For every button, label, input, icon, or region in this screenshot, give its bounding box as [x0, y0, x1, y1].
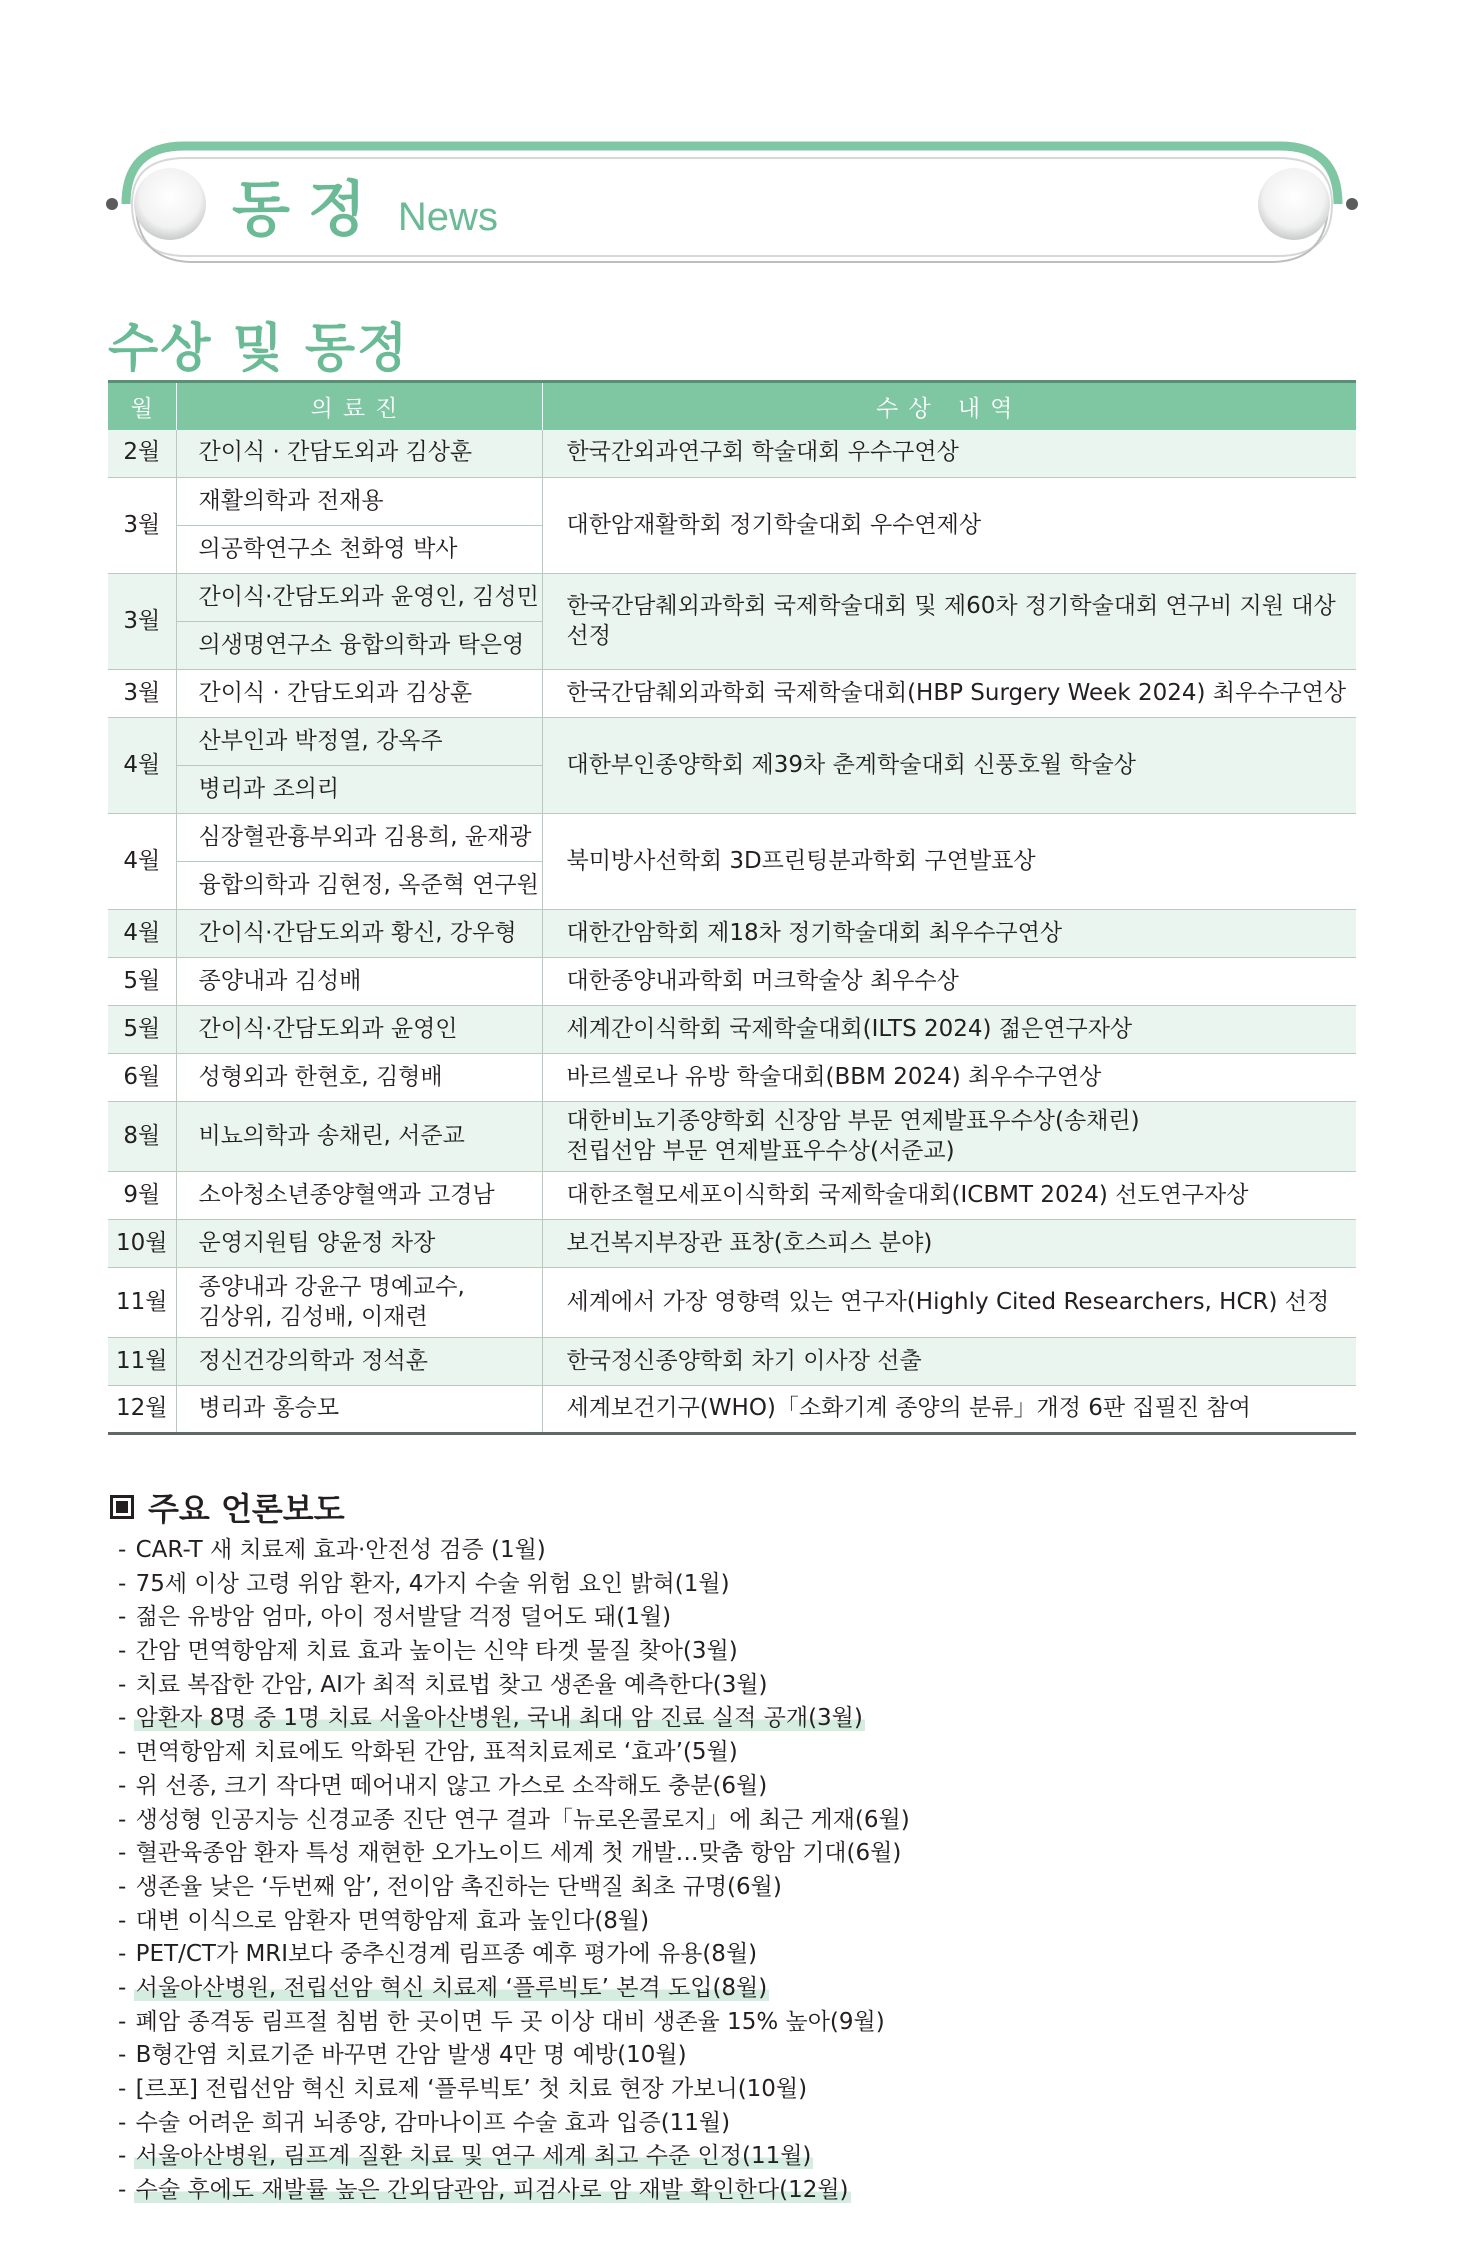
table-header-row — [108, 382, 1356, 430]
awards-table — [108, 380, 1356, 1435]
news-item-text: 생존율 낮은 ‘두번째 암’, 전이암 촉진하는 단백질 최초 규명(6월) — [135, 1873, 782, 1900]
month-cell: 9월 — [108, 1172, 176, 1220]
table-row — [108, 430, 1356, 478]
news-item-text: CAR-T 새 치료제 효과·안전성 검증 (1월) — [135, 1537, 546, 1563]
news-dash: - — [118, 1537, 134, 1563]
award-line: 대한비뇨기종양학회 신장암 부문 연제발표우수상(송채린) — [566, 1107, 1140, 1134]
news-item-text: 수술 어려운 희귀 뇌종양, 감마나이프 수술 효과 입증(11월) — [135, 2109, 731, 2136]
table-row — [108, 814, 1356, 862]
award-cell — [542, 1102, 1356, 1172]
award-cell: 한국간외과연구회 학술대회 우수구연상 — [542, 430, 1356, 478]
news-item — [118, 1871, 912, 1905]
staff-cell: 의생명연구소 융합의학과 탁은영 — [176, 622, 542, 670]
award-cell: 보건복지부장관 표창(호스피스 분야) — [542, 1220, 1356, 1268]
news-item-text: 암환자 8명 중 1명 치료 서울아산병원, 국내 최대 암 진료 실적 공개(3월) — [135, 1705, 863, 1732]
staff-cell: 산부인과 박정열, 강옥주 — [176, 718, 542, 766]
table-row — [108, 1172, 1356, 1220]
news-dash: - — [118, 1739, 134, 1766]
month-cell: 5월 — [108, 958, 176, 1006]
award-cell: 대한간암학회 제18차 정기학술대회 최우수구연상 — [542, 910, 1356, 958]
month-cell: 4월 — [108, 814, 176, 910]
banner-title-english: News — [397, 195, 498, 239]
news-item-text: 생성형 인공지능 신경교종 진단 연구 결과「뉴로온콜로지」에 최근 게재(6월) — [135, 1806, 910, 1833]
news-item — [118, 1972, 912, 2006]
award-cell: 세계간이식학회 국제학술대회(ILTS 2024) 젊은연구자상 — [542, 1006, 1356, 1054]
news-item — [118, 2107, 912, 2141]
news-item — [118, 2174, 912, 2208]
table-row — [108, 958, 1356, 1006]
news-item-text: 치료 복잡한 간암, AI가 최적 치료법 찾고 생존율 예측한다(3월) — [135, 1671, 768, 1698]
month-cell: 4월 — [108, 718, 176, 814]
banner-title-korean: 동정 — [232, 175, 384, 245]
news-dash: - — [118, 2076, 134, 2102]
news-item-text: 수술 후에도 재발률 높은 간외담관암, 피검사로 암 재발 확인한다(12월) — [135, 2177, 849, 2204]
month-cell: 4월 — [108, 910, 176, 958]
staff-cell: 간이식·간담도외과 황신, 강우형 — [176, 910, 542, 958]
award-cell: 대한조혈모세포이식학회 국제학술대회(ICBMT 2024) 선도연구자상 — [542, 1172, 1356, 1220]
table-row — [108, 1054, 1356, 1102]
news-dash: - — [118, 2042, 134, 2069]
section-title: 수상 및 동정 — [108, 319, 410, 379]
table-row — [108, 1268, 1356, 1338]
table-row — [108, 910, 1356, 958]
news-heading-text: 주요 언론보도 — [148, 1490, 345, 1528]
award-cell: 대한암재활학회 정기학술대회 우수연제상 — [542, 478, 1356, 574]
news-dash: - — [118, 1705, 134, 1732]
staff-cell — [176, 1268, 542, 1338]
news-item-text: 폐암 종격동 림프절 침범 한 곳이면 두 곳 이상 대비 생존율 15% 높아(9월) — [135, 2008, 885, 2035]
staff-cell: 심장혈관흉부외과 김용희, 윤재광 — [176, 814, 542, 862]
news-list — [118, 1534, 912, 2208]
news-dash: - — [118, 1840, 134, 1867]
award-cell: 한국간담췌외과학회 국제학술대회 및 제60차 정기학술대회 연구비 지원 대상 선정 — [542, 574, 1356, 670]
news-dash: - — [118, 1806, 134, 1833]
news-item-text: 서울아산병원, 전립선암 혁신 치료제 ‘플루빅토’ 본격 도입(8월) — [135, 1974, 768, 2001]
award-cell: 한국정신종양학회 차기 이사장 선출 — [542, 1338, 1356, 1386]
award-cell: 대한부인종양학회 제39차 춘계학술대회 신풍호월 학술상 — [542, 718, 1356, 814]
news-dash: - — [118, 2109, 134, 2136]
news-item — [118, 1837, 912, 1871]
header-staff: 의료진 — [176, 382, 542, 430]
news-dash: - — [118, 1974, 134, 2001]
news-item — [118, 2039, 912, 2073]
news-dash: - — [118, 1873, 134, 1900]
news-item-text: 위 선종, 크기 작다면 떼어내지 않고 가스로 소작해도 충분(6월) — [135, 1772, 768, 1799]
news-dash: - — [118, 1907, 134, 1934]
news-item — [118, 1534, 912, 1568]
staff-cell: 간이식 · 간담도외과 김상훈 — [176, 670, 542, 718]
news-dash: - — [118, 1671, 134, 1698]
table-row — [108, 670, 1356, 718]
news-item — [118, 1601, 912, 1635]
header-month: 월 — [108, 382, 176, 430]
news-dash: - — [118, 2143, 134, 2170]
news-dash: - — [118, 2008, 134, 2035]
month-cell: 12월 — [108, 1386, 176, 1434]
news-item — [118, 2006, 912, 2040]
staff-cell: 정신건강의학과 정석훈 — [176, 1338, 542, 1386]
news-item — [118, 2140, 912, 2174]
staff-cell: 비뇨의학과 송채린, 서준교 — [176, 1102, 542, 1172]
table-row — [108, 1338, 1356, 1386]
news-item-text: 대변 이식으로 암환자 면역항암제 효과 높인다(8월) — [135, 1907, 650, 1934]
news-item — [118, 1736, 912, 1770]
news-dash: - — [118, 2177, 134, 2204]
staff-cell: 운영지원팀 양윤정 차장 — [176, 1220, 542, 1268]
staff-cell: 간이식 · 간담도외과 김상훈 — [176, 430, 542, 478]
staff-line: 종양내과 강윤구 명예교수, — [198, 1273, 465, 1300]
staff-cell: 재활의학과 전재용 — [176, 478, 542, 526]
table-row — [108, 1006, 1356, 1054]
month-cell: 11월 — [108, 1268, 176, 1338]
table-row — [108, 1386, 1356, 1434]
table-row — [108, 1220, 1356, 1268]
staff-cell: 간이식·간담도외과 윤영인 — [176, 1006, 542, 1054]
news-item — [118, 1770, 912, 1804]
news-dash: - — [118, 1772, 134, 1799]
news-heading — [110, 1484, 345, 1530]
month-cell: 3월 — [108, 574, 176, 670]
news-dash: - — [118, 1941, 134, 1968]
news-item — [118, 1568, 912, 1602]
staff-cell: 병리과 홍승모 — [176, 1386, 542, 1434]
news-item-text: 혈관육종암 환자 특성 재현한 오가노이드 세계 첫 개발…맞춤 항암 기대(6월) — [135, 1840, 902, 1867]
news-item-text: B형간염 치료기준 바꾸면 간암 발생 4만 명 예방(10월) — [135, 2042, 687, 2069]
award-cell: 대한종양내과학회 머크학술상 최우수상 — [542, 958, 1356, 1006]
news-item-text: 75세 이상 고령 위암 환자, 4가지 수술 위험 요인 밝혀(1월) — [135, 1570, 730, 1597]
news-dash: - — [118, 1638, 134, 1665]
month-cell: 8월 — [108, 1102, 176, 1172]
month-cell: 2월 — [108, 430, 176, 478]
month-cell: 11월 — [108, 1338, 176, 1386]
staff-cell: 성형외과 한현호, 김형배 — [176, 1054, 542, 1102]
news-item — [118, 1669, 912, 1703]
month-cell: 6월 — [108, 1054, 176, 1102]
news-item — [118, 1635, 912, 1669]
award-line: 전립선암 부문 연제발표우수상(서준교) — [566, 1137, 955, 1164]
news-banner — [106, 138, 1358, 268]
header-award: 수상 내역 — [542, 382, 1356, 430]
news-item — [118, 1938, 912, 1972]
news-item-text: 젊은 유방암 엄마, 아이 정서발달 걱정 덜어도 돼(1월) — [135, 1604, 672, 1631]
news-item — [118, 1804, 912, 1838]
month-cell: 3월 — [108, 478, 176, 574]
news-item-text: 간암 면역항암제 치료 효과 높이는 신약 타겟 물질 찾아(3월) — [135, 1638, 738, 1665]
staff-cell: 종양내과 김성배 — [176, 958, 542, 1006]
month-cell: 3월 — [108, 670, 176, 718]
news-item — [118, 1702, 912, 1736]
table-row — [108, 718, 1356, 766]
news-dash: - — [118, 1604, 134, 1631]
month-cell: 10월 — [108, 1220, 176, 1268]
staff-cell: 소아청소년종양혈액과 고경남 — [176, 1172, 542, 1220]
news-item — [118, 2073, 912, 2107]
news-item-text: PET/CT가 MRI보다 중추신경계 림프종 예후 평가에 유용(8월) — [135, 1941, 758, 1968]
right-knob — [1258, 168, 1330, 240]
staff-cell: 융합의학과 김현정, 옥준혁 연구원 — [176, 862, 542, 910]
news-item-text: 면역항암제 치료에도 악화된 간암, 표적치료제로 ‘효과’(5월) — [135, 1739, 738, 1766]
square-bullet-icon — [110, 1495, 134, 1519]
award-cell: 북미방사선학회 3D프린팅분과학회 구연발표상 — [542, 814, 1356, 910]
news-item-text: 서울아산병원, 림프계 질환 치료 및 연구 세계 최고 수준 인정(11월) — [135, 2143, 812, 2170]
award-cell: 세계보건기구(WHO)「소화기계 종양의 분류」개정 6판 집필진 참여 — [542, 1386, 1356, 1434]
staff-line: 김상위, 김성배, 이재련 — [198, 1303, 428, 1330]
staff-cell: 의공학연구소 천화영 박사 — [176, 526, 542, 574]
award-cell: 한국간담췌외과학회 국제학술대회(HBP Surgery Week 2024) 최우수구연상 — [542, 670, 1356, 718]
banner-title — [232, 162, 498, 248]
table-row — [108, 478, 1356, 526]
staff-cell: 병리과 조의리 — [176, 766, 542, 814]
month-cell: 5월 — [108, 1006, 176, 1054]
news-item — [118, 1905, 912, 1939]
award-cell: 바르셀로나 유방 학술대회(BBM 2024) 최우수구연상 — [542, 1054, 1356, 1102]
table-row — [108, 1102, 1356, 1172]
left-knob — [134, 168, 206, 240]
table-row — [108, 574, 1356, 622]
award-cell: 세계에서 가장 영향력 있는 연구자(Highly Cited Researchers, HCR) 선정 — [542, 1268, 1356, 1338]
news-dash: - — [118, 1570, 134, 1597]
news-item-text: [르포] 전립선암 혁신 치료제 ‘플루빅토’ 첫 치료 현장 가보니(10월) — [135, 2076, 808, 2102]
staff-cell: 간이식·간담도외과 윤영인, 김성민 — [176, 574, 542, 622]
